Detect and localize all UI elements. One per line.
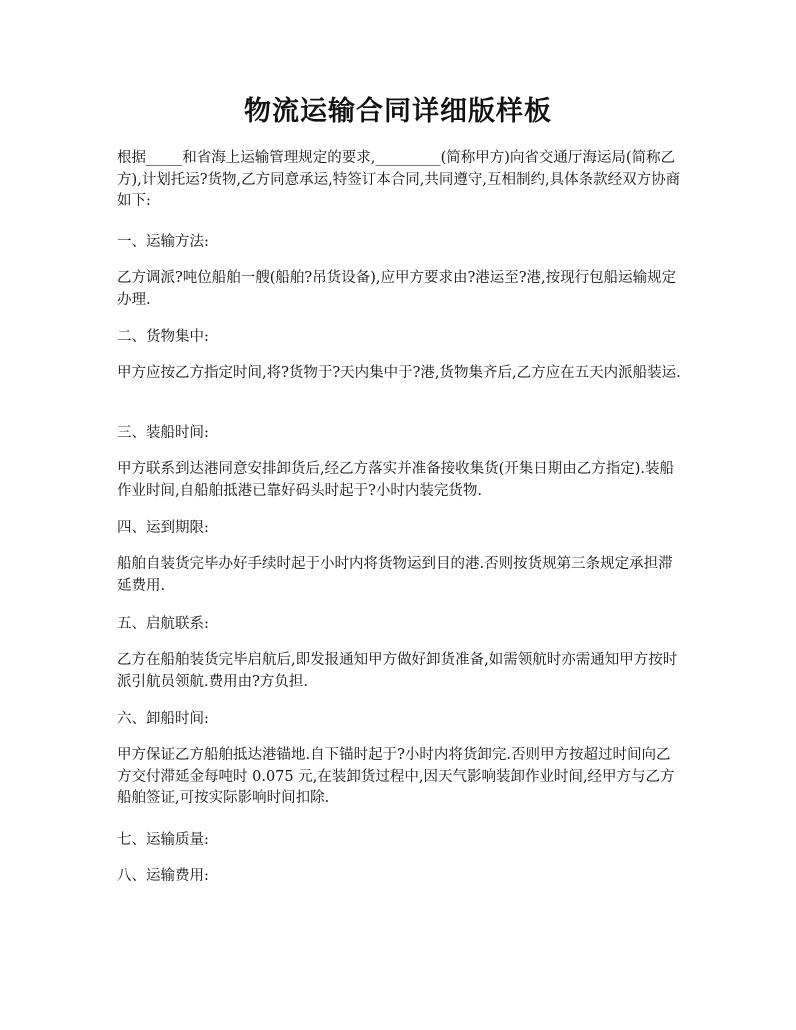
section-body-delivery-deadline: 船舶自装货完毕办好手续时起于小时内将货物运到目的港.否则按货规第三条规定承担滞延费用.	[117, 556, 673, 594]
section-heading-loading-time: 三、装船时间:	[117, 425, 209, 441]
intro-paragraph: 根据_____和省海上运输管理规定的要求,_________(简称甲方)向省交通厅海运局(简称乙方),计划托运?货物,乙方同意承运,特签订本合同,共同遵守,互相制约,具体条款经双方协商如下:	[117, 150, 681, 209]
section-heading-departure-notice: 五、启航联系:	[117, 616, 209, 632]
section-heading-transport-quality: 七、运输质量:	[117, 832, 209, 848]
section-body-cargo-collection: 甲方应按乙方指定时间,将?货物于?天内集中于?港,货物集齐后,乙方应在五天内派船装运.	[117, 365, 681, 381]
section-heading-cargo-collection: 二、货物集中:	[117, 329, 209, 345]
section-body-loading-time: 甲方联系到达港同意安排卸货后,经乙方落实并准备接收集货(开集日期由乙方指定).装船作业时间,自船舶抵港已靠好码头时起于?小时内装完货物.	[117, 461, 675, 499]
section-body-departure-notice: 乙方在船舶装货完毕启航后,即发报通知甲方做好卸货准备,如需领航时亦需通知甲方按时派引航员领航.费用由?方负担.	[117, 652, 678, 690]
section-heading-delivery-deadline: 四、运到期限:	[117, 520, 209, 536]
section-body-transport-method: 乙方调派?吨位船舶一艘(船舶?吊货设备),应甲方要求由?港运至?港,按现行包船运输规定办理.	[117, 270, 677, 308]
section-heading-transport-fees: 八、运输费用:	[117, 868, 209, 884]
section-heading-transport-method: 一、运输方法:	[117, 234, 209, 250]
document-title: 物流运输合同详细版样板	[244, 96, 552, 127]
section-heading-unloading-time: 六、卸船时间:	[117, 711, 209, 727]
section-body-unloading-time: 甲方保证乙方船舶抵达港锚地.自下锚时起于?小时内将货卸完.否则甲方按超过时间向乙方交付滞延金每吨时 0.075 元,在装卸货过程中,因天气影响装卸作业时间,经甲方与乙方船舶签证,可按实际影响时间扣除.	[117, 747, 675, 806]
